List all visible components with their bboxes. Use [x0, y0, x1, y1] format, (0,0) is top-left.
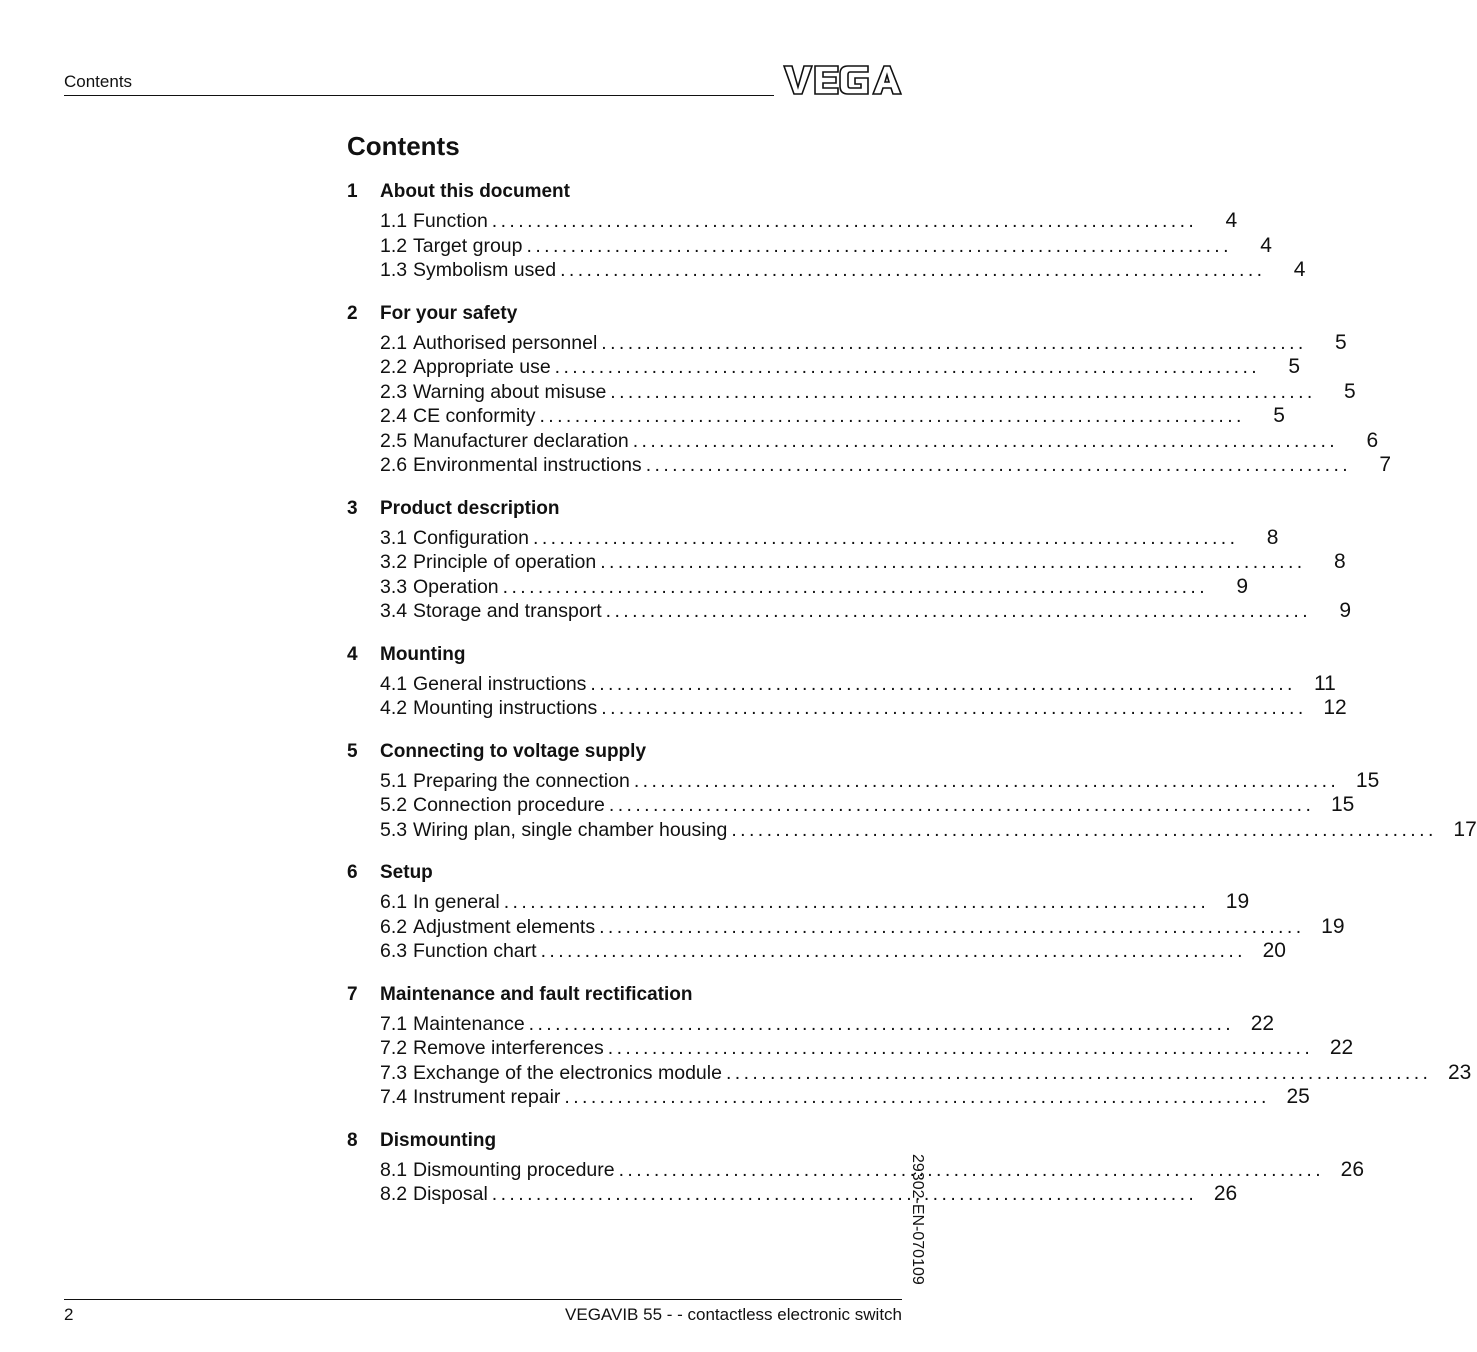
entry-page-number: 9 — [1236, 574, 1249, 598]
dot-leader: ................................................................................ — [599, 915, 1305, 938]
toc-section — [347, 739, 1477, 843]
toc-section-heading[interactable] — [347, 982, 902, 1008]
toc-section — [347, 179, 1306, 283]
toc-section-heading[interactable] — [347, 496, 902, 522]
dot-leader: ................................................................................ — [607, 1037, 1314, 1059]
entry-number: 6.3 — [380, 940, 408, 962]
entry-number: 6.1 — [380, 891, 408, 913]
toc-entry[interactable] — [347, 793, 1355, 818]
entry-number: 7.1 — [380, 1012, 408, 1035]
entry-page-number: 23 — [1448, 1060, 1472, 1084]
entry-page-number: 8 — [1266, 525, 1279, 549]
toc-entry[interactable] — [347, 209, 1238, 234]
entry-number: 3.1 — [380, 526, 408, 549]
toc-entry[interactable] — [347, 1036, 1354, 1061]
entry-page-number: 12 — [1323, 696, 1347, 719]
entry-label: Connection procedure — [413, 794, 605, 816]
entry-number: 6.2 — [380, 915, 408, 938]
document-code: 29302-EN-070109 — [909, 1154, 926, 1285]
dot-leader: ................................................................................ — [731, 818, 1437, 841]
dot-leader: ................................................................................ — [618, 1158, 1325, 1181]
entry-label: CE conformity — [413, 405, 536, 427]
entry-number: 2.5 — [380, 429, 408, 452]
section-title: About this document — [380, 181, 570, 202]
entry-page-number: 26 — [1213, 1182, 1238, 1205]
entry-label: Configuration — [413, 526, 529, 549]
entry-label: Function — [413, 210, 488, 232]
section-number: 2 — [347, 302, 358, 324]
entry-label: Target group — [413, 234, 523, 257]
section-number: 4 — [347, 643, 358, 665]
toc-entry[interactable] — [347, 1085, 1310, 1110]
entry-number: 1.2 — [380, 234, 408, 257]
entry-page-number: 9 — [1339, 599, 1352, 622]
entry-page-number: 6 — [1366, 428, 1379, 452]
footer-rule — [64, 1299, 902, 1300]
dot-leader: ................................................................................ — [632, 429, 1339, 452]
dot-leader: ................................................................................ — [601, 331, 1307, 354]
entry-page-number: 4 — [1225, 209, 1238, 232]
entry-page-number: 4 — [1293, 258, 1306, 281]
toc-entry[interactable] — [347, 330, 1347, 356]
toc-entry[interactable] — [347, 817, 1477, 843]
entry-page-number: 7 — [1379, 453, 1392, 476]
toc-section — [347, 982, 1472, 1110]
toc-entry[interactable] — [347, 768, 1380, 794]
entry-label: Dismounting procedure — [413, 1158, 615, 1181]
dot-leader: ................................................................................ — [503, 891, 1210, 913]
entry-label: Exchange of the electronics module — [413, 1061, 722, 1084]
toc-entry[interactable] — [347, 233, 1272, 259]
entry-page-number: 20 — [1262, 939, 1286, 962]
dot-leader: ................................................................................ — [533, 526, 1239, 549]
dot-leader: ................................................................................ — [560, 259, 1266, 281]
header-rule — [64, 95, 774, 96]
entry-label: In general — [413, 891, 500, 913]
dot-leader: ................................................................................ — [526, 234, 1232, 257]
entry-label: Mounting instructions — [413, 697, 598, 719]
entry-number: 2.3 — [380, 380, 408, 403]
toc-section-heading[interactable] — [347, 860, 902, 886]
dot-leader: ................................................................................ — [645, 454, 1352, 476]
entry-page-number: 22 — [1250, 1011, 1275, 1035]
toc-entry[interactable] — [347, 525, 1279, 551]
toc-entry[interactable] — [347, 1011, 1275, 1037]
toc-entry[interactable] — [347, 1157, 1365, 1183]
section-title: Product description — [380, 497, 560, 519]
entry-label: Operation — [413, 575, 499, 598]
dot-leader: ................................................................................ — [608, 794, 1315, 816]
entry-page-number: 25 — [1286, 1085, 1310, 1108]
toc-entry[interactable] — [347, 890, 1250, 915]
entry-number: 8.2 — [380, 1183, 408, 1205]
running-head: Contents — [64, 72, 133, 91]
dot-leader: ................................................................................ — [600, 551, 1306, 573]
entry-label: General instructions — [413, 672, 587, 695]
toc-section — [347, 860, 1345, 964]
toc-section-heading[interactable] — [347, 179, 902, 205]
dot-leader: ................................................................................ — [601, 697, 1307, 719]
entry-number: 7.2 — [380, 1037, 408, 1059]
section-number: 7 — [347, 983, 358, 1005]
toc-entry[interactable] — [347, 379, 1356, 405]
section-number: 5 — [347, 740, 358, 762]
page-title: Contents — [347, 131, 460, 161]
dot-leader: ................................................................................ — [554, 356, 1261, 378]
entry-page-number: 5 — [1344, 379, 1356, 403]
entry-label: Warning about misuse — [413, 380, 607, 403]
toc-section-heading[interactable] — [347, 642, 902, 668]
toc-entry[interactable] — [347, 939, 1286, 964]
section-title: Setup — [380, 862, 433, 883]
entry-label: Remove interferences — [413, 1037, 604, 1059]
dot-leader: ................................................................................ — [491, 1183, 1198, 1205]
dot-leader: ................................................................................ — [491, 210, 1198, 232]
toc-section — [347, 642, 1347, 721]
entry-page-number: 15 — [1355, 768, 1380, 792]
entry-page-number: 11 — [1314, 671, 1336, 695]
entry-label: Instrument repair — [413, 1086, 561, 1108]
toc-section — [347, 301, 1392, 478]
entry-number: 2.4 — [380, 405, 408, 427]
entry-label: Principle of operation — [413, 551, 597, 573]
vega-logo — [782, 62, 902, 98]
entry-number: 3.4 — [380, 600, 408, 622]
toc-entry[interactable] — [347, 258, 1306, 283]
entry-page-number: 22 — [1329, 1036, 1354, 1059]
entry-label: Wiring plan, single chamber housing — [413, 818, 728, 841]
entry-number: 3.3 — [380, 575, 408, 598]
dot-leader: ................................................................................ — [633, 769, 1340, 792]
entry-number: 2.2 — [380, 356, 408, 378]
entry-number: 3.2 — [380, 551, 408, 573]
entry-label: Appropriate use — [413, 356, 551, 378]
entry-number: 5.1 — [380, 769, 408, 792]
toc-section-heading[interactable] — [347, 1128, 902, 1154]
section-title: Dismounting — [380, 1129, 497, 1151]
entry-number: 7.3 — [380, 1061, 408, 1084]
toc-entry[interactable] — [347, 428, 1379, 454]
entry-label: Disposal — [413, 1183, 488, 1205]
entry-number: 1.3 — [380, 259, 408, 281]
dot-leader: ................................................................................ — [540, 940, 1246, 962]
toc-entry[interactable] — [347, 696, 1347, 721]
entry-page-number: 4 — [1260, 233, 1272, 257]
entry-number: 4.2 — [380, 697, 408, 719]
toc-section — [347, 496, 1352, 624]
entry-page-number: 8 — [1333, 550, 1346, 573]
page-number: 2 — [64, 1305, 74, 1324]
toc-entry[interactable] — [347, 453, 1392, 478]
entry-number: 2.6 — [380, 454, 408, 476]
entry-number: 4.1 — [380, 672, 408, 695]
entry-page-number: 5 — [1273, 404, 1285, 427]
entry-label: Manufacturer declaration — [413, 429, 629, 452]
dot-leader: ................................................................................ — [605, 600, 1312, 622]
entry-label: Symbolism used — [413, 259, 557, 281]
entry-label: Environmental instructions — [413, 454, 642, 476]
entry-page-number: 19 — [1225, 890, 1250, 913]
toc-entry[interactable] — [347, 1182, 1238, 1207]
toc-entry[interactable] — [347, 671, 1336, 697]
entry-page-number: 5 — [1335, 330, 1347, 354]
toc-entry[interactable] — [347, 599, 1352, 624]
entry-number: 2.1 — [380, 331, 408, 354]
entry-number: 8.1 — [380, 1158, 408, 1181]
dot-leader: ................................................................................ — [725, 1061, 1432, 1084]
section-title: Maintenance and fault rectification — [380, 983, 693, 1005]
entry-number: 7.4 — [380, 1086, 408, 1108]
toc-entry[interactable] — [347, 550, 1346, 575]
dot-leader: ................................................................................ — [528, 1012, 1235, 1035]
entry-number: 1.1 — [380, 210, 408, 232]
footer-document-title: VEGAVIB 55 - - contactless electronic switch — [565, 1305, 902, 1324]
entry-number: 5.2 — [380, 794, 408, 816]
entry-label: Authorised personnel — [413, 331, 598, 354]
dot-leader: ................................................................................ — [590, 672, 1296, 695]
dot-leader: ................................................................................ — [610, 380, 1316, 403]
section-title: Mounting — [380, 643, 466, 665]
entry-page-number: 17 — [1453, 817, 1477, 841]
entry-number: 5.3 — [380, 818, 408, 841]
entry-label: Preparing the connection — [413, 769, 630, 792]
toc-entry[interactable] — [347, 404, 1285, 429]
entry-page-number: 19 — [1321, 914, 1345, 938]
toc-section-heading[interactable] — [347, 739, 902, 765]
entry-label: Adjustment elements — [413, 915, 596, 938]
section-title: For your safety — [380, 302, 518, 324]
entry-label: Function chart — [413, 940, 537, 962]
entry-page-number: 15 — [1330, 793, 1355, 816]
toc-sections — [347, 179, 1477, 1207]
section-number: 3 — [347, 497, 358, 519]
toc-entry[interactable] — [347, 1060, 1472, 1086]
section-number: 8 — [347, 1129, 358, 1151]
entry-page-number: 5 — [1288, 355, 1301, 378]
toc-section — [347, 1128, 1365, 1207]
dot-leader: ................................................................................ — [502, 575, 1209, 598]
toc-entry[interactable] — [347, 914, 1345, 940]
dot-leader: ................................................................................ — [539, 405, 1245, 427]
section-number: 6 — [347, 862, 358, 883]
dot-leader: ................................................................................ — [564, 1086, 1270, 1108]
entry-label: Storage and transport — [413, 600, 602, 622]
toc-entry[interactable] — [347, 574, 1249, 600]
toc-entry[interactable] — [347, 355, 1301, 380]
section-number: 1 — [347, 181, 358, 202]
entry-page-number: 26 — [1340, 1157, 1365, 1181]
toc-section-heading[interactable] — [347, 301, 902, 327]
section-title: Connecting to voltage supply — [380, 740, 647, 762]
entry-label: Maintenance — [413, 1012, 525, 1035]
